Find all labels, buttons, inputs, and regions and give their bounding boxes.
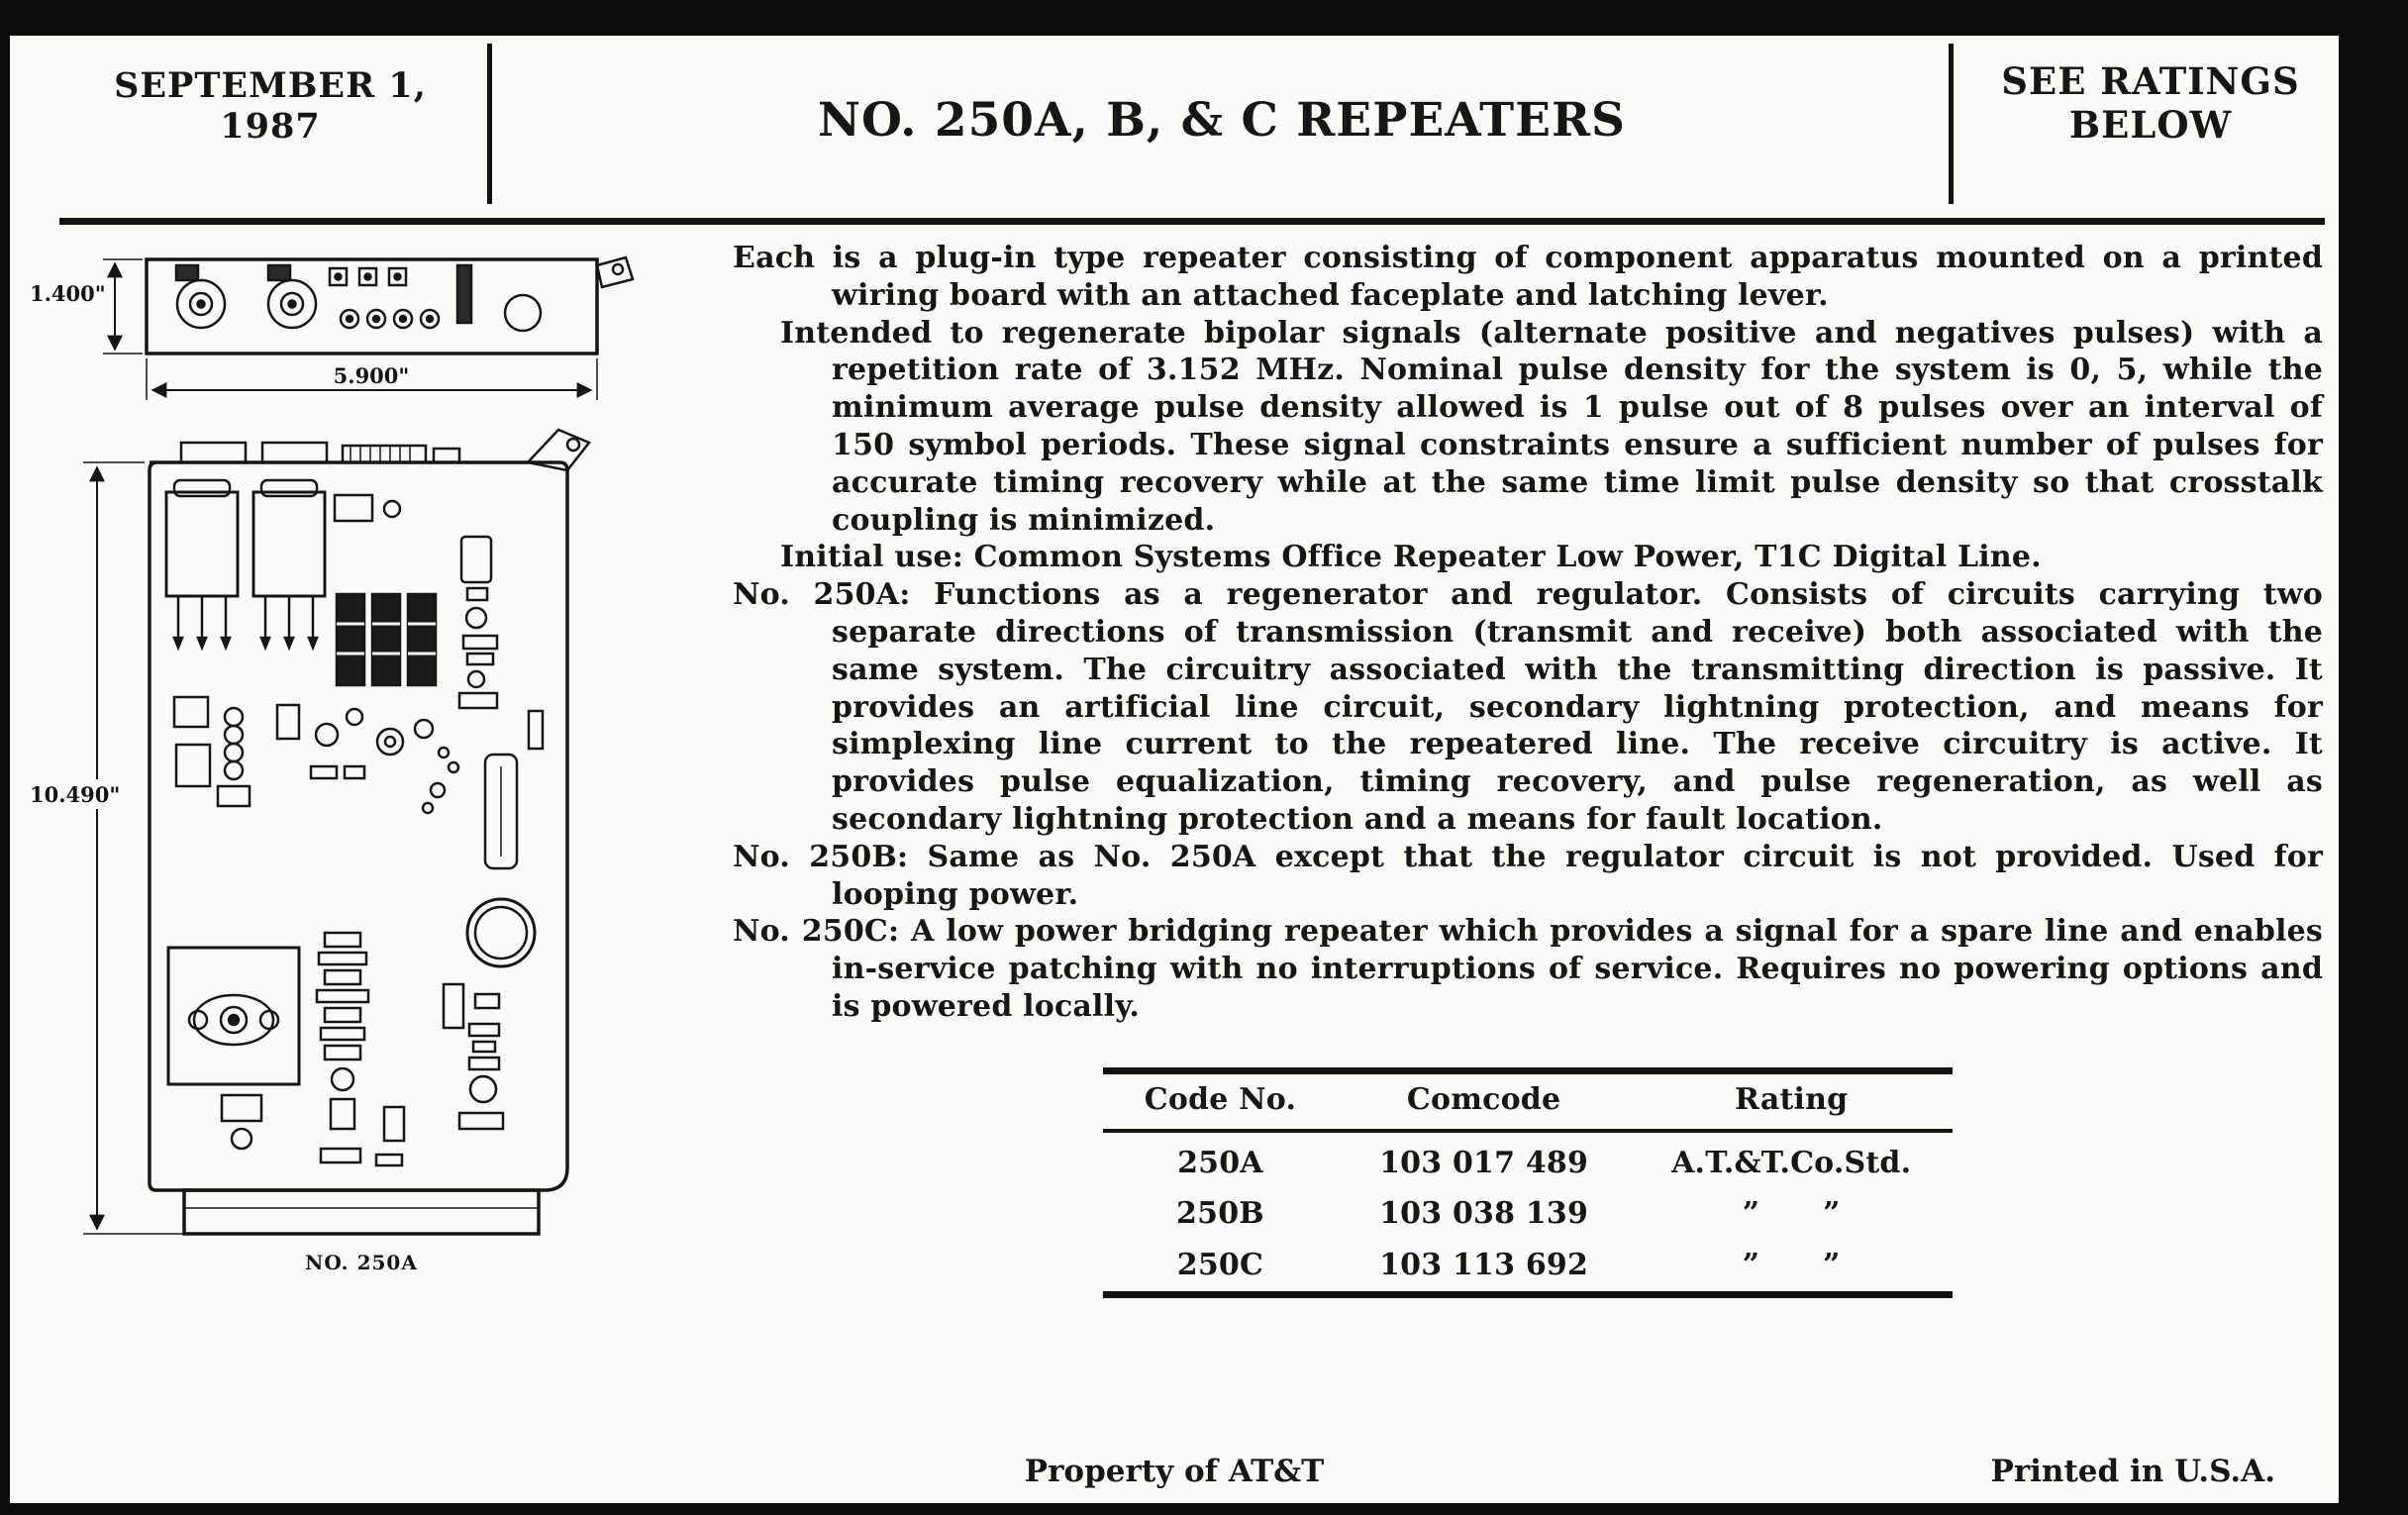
cell-code: 250C	[1176, 1248, 1264, 1283]
cell-code: 250A	[1177, 1145, 1263, 1180]
drawing-column	[10, 240, 733, 1303]
issue-date-line2: 1987	[220, 106, 321, 148]
footer-property-notice: Property of AT&T	[1024, 1454, 1325, 1489]
dim-label-top-height: 1.400"	[30, 281, 106, 306]
table-row	[1103, 1188, 1953, 1240]
cell-comcode: 103 113 692	[1379, 1248, 1589, 1283]
cell-code: 250B	[1176, 1196, 1264, 1232]
document-header	[10, 36, 2339, 226]
paragraph-intro: Each is a plug-in type repeater consisting of component apparatus mounted on a printed wiring board with an attached faceplate and latching lever.	[733, 241, 2323, 313]
paragraph-initial-use: Initial use: Common Systems Office Repeater Low Power, T1C Digital Line.	[780, 540, 2042, 575]
issue-date-line1: SEPTEMBER 1,	[114, 65, 427, 106]
ratings-note	[1976, 59, 2325, 148]
header-divider-left	[487, 44, 492, 204]
paragraph-250c: No. 250C: A low power bridging repeater which provides a signal for a spare line and enables in-service patching with no interruptions of service. Requires no powering options and is powered locally.	[733, 914, 2323, 1024]
cell-rating: ” ”	[1742, 1196, 1841, 1232]
repeater-technical-drawing	[28, 240, 711, 1299]
cell-rating: A.T.&T.Co.Std.	[1671, 1145, 1912, 1180]
header-rule	[59, 218, 2325, 225]
paragraph-250b: No. 250B: Same as No. 250A except that the regulator circuit is not provided. Used for looping power.	[733, 839, 2323, 912]
paragraph-function: Intended to regenerate bipolar signals (alternate positive and negatives pulses) with a repetition rate of 3.152 MHz. Nominal pulse density for the system is 0, 5, while the minimum average pulse density allowed is 1 pulse out of 8 pulses over an interval of 150 symbol periods. These signal constraints ensure a sufficient number of pulses for accurate timing recovery while at the same time limit pulse density so that crosstalk coupling is minimized.	[780, 315, 2323, 538]
ratings-table	[1103, 1067, 1953, 1298]
document-footer	[10, 1454, 2339, 1489]
front-view-drawing	[28, 430, 589, 1274]
table-row	[1103, 1131, 1953, 1189]
main-content	[10, 226, 2339, 1303]
column-header-rating: Rating	[1630, 1070, 1953, 1130]
cell-comcode: 103 017 489	[1379, 1145, 1589, 1180]
cell-comcode: 103 038 139	[1379, 1196, 1589, 1232]
ratings-note-line2: BELOW	[2068, 103, 2233, 148]
column-header-code: Code No.	[1103, 1070, 1338, 1130]
table-row	[1103, 1240, 1953, 1294]
dim-label-front-height: 10.490"	[30, 782, 121, 807]
footer-printed-notice: Printed in U.S.A.	[1990, 1454, 2275, 1489]
header-divider-right	[1949, 44, 1954, 204]
drawing-caption: NO. 250A	[305, 1251, 418, 1274]
cell-rating: ” ”	[1742, 1248, 1841, 1283]
issue-date	[67, 65, 473, 148]
column-header-comcode: Comcode	[1338, 1070, 1630, 1130]
dim-label-top-width: 5.900"	[333, 363, 410, 388]
page-title: NO. 250A, B, & C REPEATERS	[818, 93, 1626, 148]
ratings-table-header-row	[1103, 1070, 1953, 1130]
top-view-drawing	[30, 257, 633, 400]
document-sheet	[10, 36, 2339, 1503]
body-text-column	[733, 240, 2339, 1298]
ratings-note-line1: SEE RATINGS	[2001, 59, 2300, 103]
paragraph-250a: No. 250A: Functions as a regenerator and regulator. Consists of circuits carrying two separate directions of transmission (transmit and receive) both associated with the same system. The circuitry associated with the transmitting direction is passive. It provides an artificial line circuit, secondary lightning protection, and means for simplexing line current to the repeatered line. The receive circuitry is active. It provides pulse equalization, timing recovery, and pulse regeneration, as well as secondary lightning protection and a means for fault location.	[733, 577, 2323, 837]
